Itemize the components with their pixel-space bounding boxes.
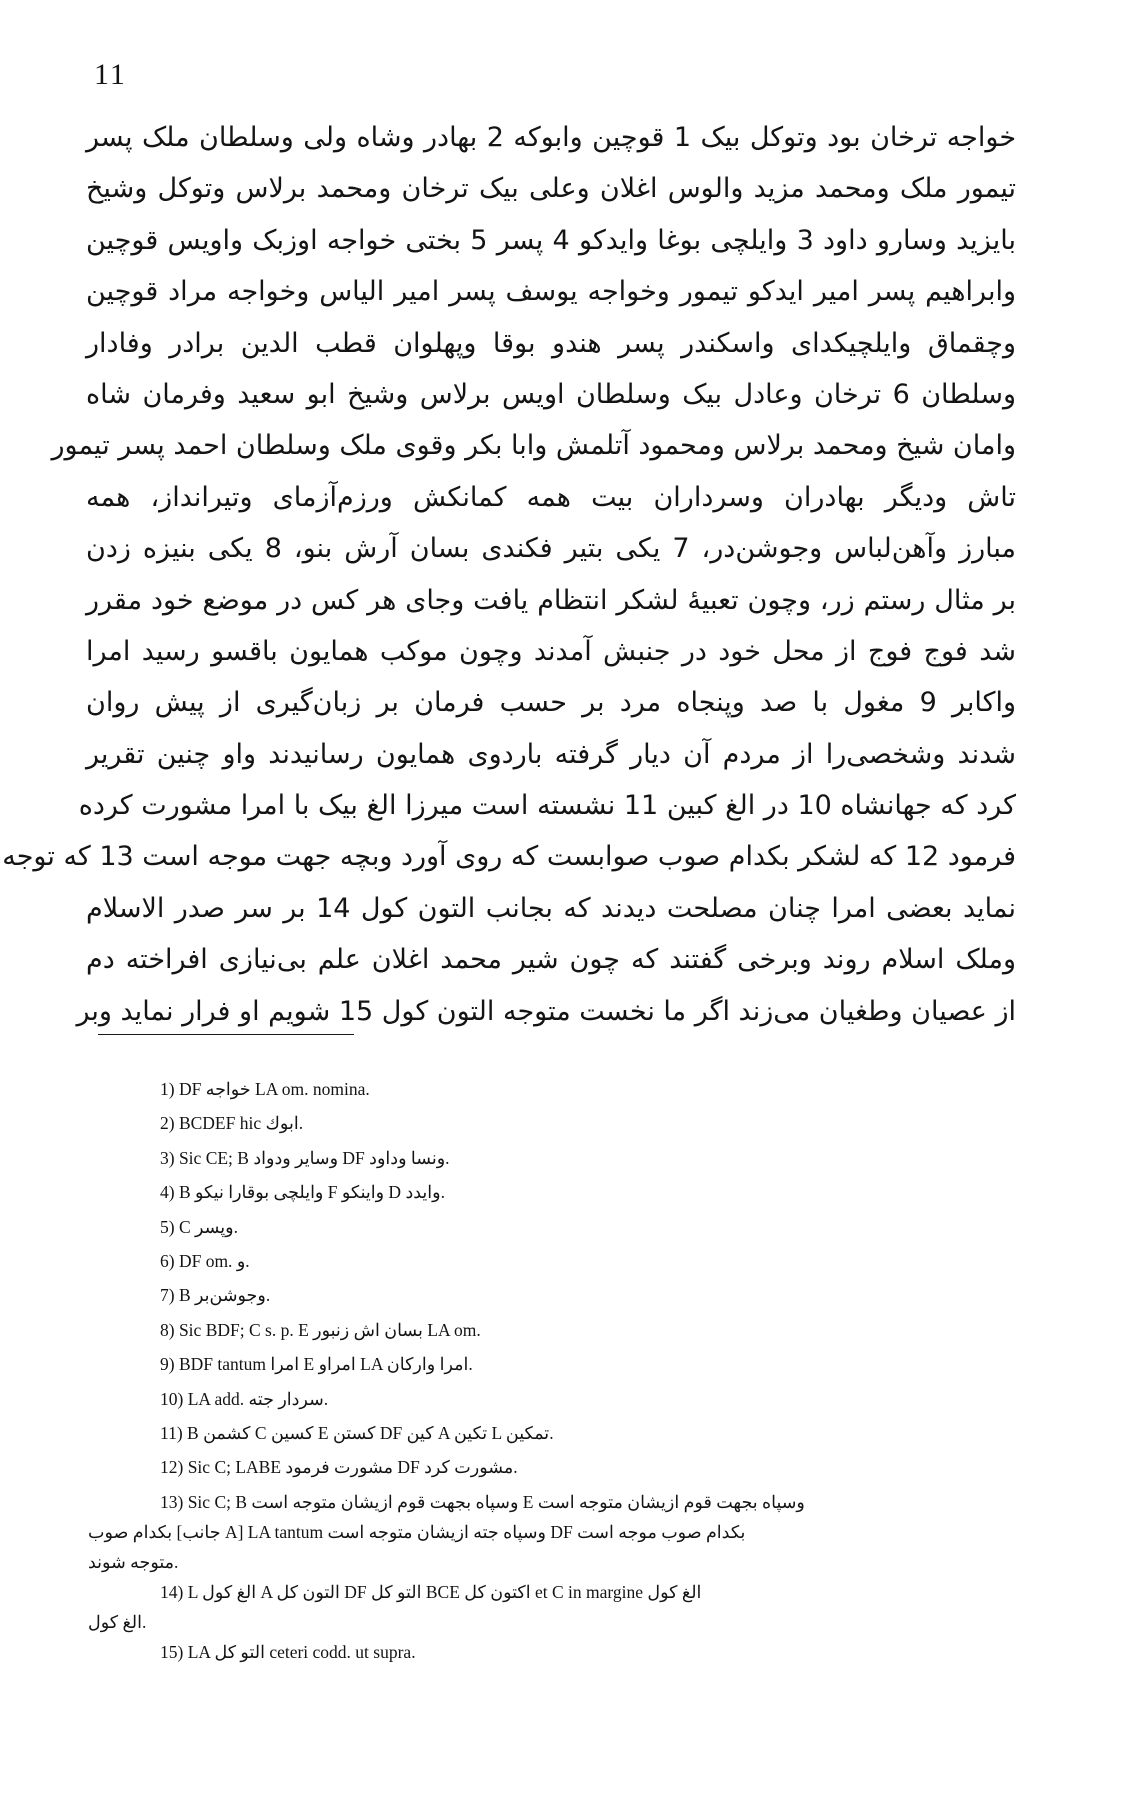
page-number: 11 (94, 58, 127, 91)
footnote (0, 1175, 1140, 1209)
text-line: تیمور ملک ومحمد مزید والوس اغلان وعلی بیک ترخان ومحمد برلاس وتوکل وشیخ (86, 173, 1016, 205)
footnote (0, 1244, 1140, 1278)
footnote-text: 13) Sic C; B وسپاه بجهت قوم ازیشان متوجه است E وسپاه بجهت قوم ازیشان متوجه است (160, 1491, 805, 1512)
text-line: وابراهیم پسر امیر ایدکو تیمور وخواجه یوسف پسر امیر الیاس وخواجه مراد قوچین (86, 276, 1016, 308)
footnote-text: الغ کول. (88, 1611, 147, 1632)
text-line: شد فوج فوج از محل خود در جنبش آمدند وچون موکب همایون باقسو رسید امرا (86, 635, 1016, 667)
footnote-text: 8) Sic BDF; C s. p. E بسان اش زنبور LA om. (160, 1319, 481, 1340)
footnotes (0, 1072, 1140, 1669)
footnote (0, 1347, 1140, 1381)
text-line: بر مثال رستم زر، وچون تعبیهٔ لشکر انتظام یافت وجای هر کس در موضع خود مقرر (86, 584, 1016, 616)
footnote-separator-rule (98, 1034, 354, 1035)
footnote-text: 14) L الغ کول A التون کل DF التو کل BCE اکتون کل et C in margine الغ کول (160, 1581, 702, 1602)
text-line: وملک اسلام روند وبرخی گفتند که چون شیر محمد اغلان علم بی‌نیازی افراخته دم (86, 944, 1016, 976)
footnote (0, 1485, 1140, 1515)
footnote-text: 6) DF om. و. (160, 1250, 250, 1271)
text-line: وامان شیخ ومحمد برلاس ومحمود آتلمش وابا بکر وقوی ملک وسلطان احمد پسر تیمور (51, 430, 1016, 462)
footnote-text: 3) Sic CE; B وسایر ودواد DF ونسا وداود. (160, 1147, 450, 1168)
footnote (0, 1278, 1140, 1312)
footnote-continuation (0, 1605, 1140, 1635)
footnote (0, 1575, 1140, 1605)
text-line: کرد که جهانشاه 10 در الغ کبین 11 نشسته است میرزا الغ بیک با امرا مشورت کرده (78, 790, 1016, 822)
footnote (0, 1635, 1140, 1669)
footnote-text: 1) DF خواجه LA om. nomina. (160, 1079, 370, 1099)
footnote (0, 1106, 1140, 1140)
footnote-text: 2) BCDEF hic ابوك. (160, 1113, 304, 1134)
text-line: فرمود 12 که لشکر بکدام صوب صوابست که روی آورد وبچه جهت موجه است 13 که توجه (2, 841, 1016, 873)
text-line: مبارز وآهن‌لباس وجوشن‌در، 7 یکی بتیر فکندی بسان آرش بنو، 8 یکی بنیزه زدن (86, 533, 1016, 565)
footnote (0, 1416, 1140, 1450)
footnote-continuation (0, 1515, 1140, 1545)
footnote-text: متوجه شوند. (88, 1551, 179, 1572)
footnote-text: 7) B وجوشن‌بر. (160, 1285, 271, 1306)
footnote (0, 1141, 1140, 1175)
footnote-continuation (0, 1545, 1140, 1575)
footnote (0, 1382, 1140, 1416)
footnote (0, 1450, 1140, 1484)
footnote-text: بکدام صوب [جانب A] LA tantum وسپاه جته ازیشان متوجه است DF بکدام صوب موجه است (88, 1521, 746, 1542)
text-line: خواجه ترخان بود وتوکل بیک 1 قوچین وابوکه 2 بهادر وشاه ولی وسلطان ملک پسر (86, 122, 1017, 153)
text-line: تاش ودیگر بهادران وسرداران بیت همه کمانکش ورزم‌آزمای وتیرانداز، همه (86, 481, 1016, 513)
text-line: وسلطان 6 ترخان وعادل بیک وسلطان اویس برلاس وشیخ ابو سعید وفرمان شاه (86, 378, 1017, 410)
footnote-text: 9) BDF tantum امرا E امراو LA امرا وارکان. (160, 1354, 473, 1375)
footnote (0, 1313, 1140, 1347)
text-line: بایزید وسارو داود 3 وایلچی بوغا وایدکو 4 پسر 5 بختی خواجه اوزبک واویس قوچین (86, 224, 1016, 256)
footnote (0, 1072, 1140, 1106)
footnote-text: 4) B وایلچی بوقارا نیکو F واینکو D وایدد. (160, 1182, 445, 1203)
main-text-block (2, 112, 1017, 1037)
text-line: وچقماق وایلچیکدای واسکندر پسر هندو بوقا وپهلوان قطب الدین برادر وفادار (86, 327, 1016, 359)
footnote (0, 1210, 1140, 1244)
footnote-text: 5) C وپسر. (160, 1216, 238, 1237)
footnote-text: 10) LA add. سردار جته. (160, 1388, 329, 1409)
footnote-text: 15) LA التو کل ceteri codd. ut supra. (160, 1641, 416, 1662)
footnote-text: 11) B کشمن C کسین E کستن DF کین A تکین L تمکین. (160, 1422, 554, 1443)
text-line: واکابر 9 مغول با صد وپنجاه مرد بر حسب فرمان بر زبان‌گیری از پیش روان (86, 687, 1016, 719)
text-line: از عصیان وطغیان می‌زند اگر ما نخست متوجه التون کول 15 شویم او فرار نماید وبر (76, 995, 1016, 1027)
footnote-text: 12) Sic C; LABE مشورت فرمود DF مشورت کرد. (160, 1457, 518, 1478)
text-line: شدند وشخصی‌را از مردم آن دیار گرفته باردوی همایون رسانیدند واو چنین تقریر (86, 738, 1016, 770)
text-line: نماید بعضی امرا چنان مصلحت دیدند که بجانب التون کول 14 بر سر صدر الاسلام (86, 892, 1017, 924)
